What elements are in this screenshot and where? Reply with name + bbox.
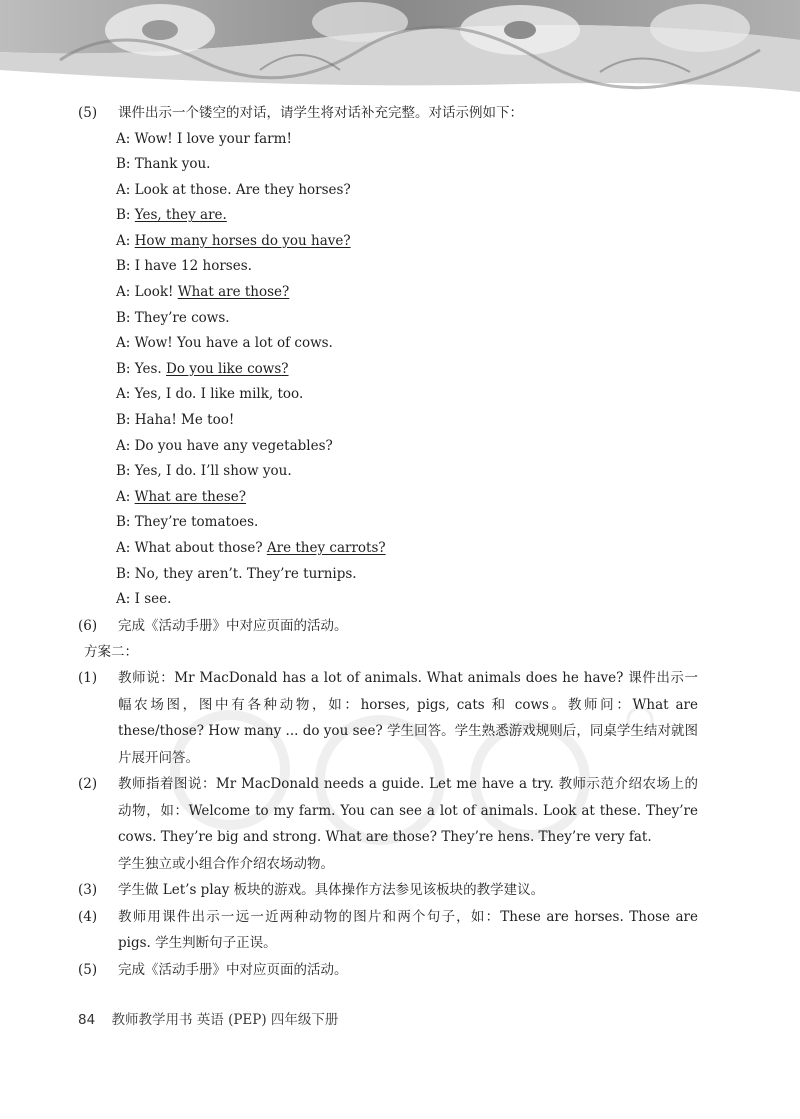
speaker-label: A: xyxy=(116,284,131,301)
step-extra-text: 学生独立或小组合作介绍农场动物。 xyxy=(118,855,334,872)
dialogue-text: Yes, I do. I’ll show you. xyxy=(134,463,292,480)
speaker-label: A: xyxy=(116,181,131,198)
step-number: (3) xyxy=(78,882,98,899)
page-number: 84 xyxy=(78,1012,96,1028)
filled-blank-answer: What are these? xyxy=(134,488,246,505)
plan-two-step xyxy=(78,904,698,957)
dialogue-line xyxy=(78,306,698,332)
speaker-label: B: xyxy=(116,258,131,275)
filled-blank-answer: Yes, they are. xyxy=(134,207,227,224)
speaker-label: A: xyxy=(116,437,131,454)
step-text: 学生做 Let’s play 板块的游戏。具体操作方法参见该板块的教学建议。 xyxy=(118,882,545,899)
book-title: 教师教学用书 英语 (PEP) 四年级下册 xyxy=(111,1012,339,1028)
speaker-label: B: xyxy=(116,360,131,377)
dialogue-text: Wow! You have a lot of cows. xyxy=(134,335,333,352)
speaker-label: B: xyxy=(116,156,131,173)
dialogue-line xyxy=(78,127,698,153)
dialogue-text: Thank you. xyxy=(134,156,211,173)
dialogue-line xyxy=(78,382,698,408)
speaker-label: B: xyxy=(116,207,131,224)
dialogue-text: Wow! I love your farm! xyxy=(134,130,292,147)
dialogue-text: Look! xyxy=(134,284,174,301)
step-6 xyxy=(78,613,698,640)
step-text: 完成《活动手册》中对应页面的活动。 xyxy=(118,961,348,978)
dialogue-line xyxy=(78,178,698,204)
speaker-label: B: xyxy=(116,412,131,429)
dialogue-text: What about those? xyxy=(134,540,263,556)
speaker-label: B: xyxy=(116,309,131,326)
speaker-label: A: xyxy=(116,232,131,249)
speaker-label: B: xyxy=(116,514,131,531)
step-number: (2) xyxy=(78,776,98,793)
dialogue-text: Look at those. Are they horses? xyxy=(134,181,351,198)
dialogue-text: Haha! Me too! xyxy=(134,412,235,429)
speaker-label: B: xyxy=(116,565,131,582)
page-content xyxy=(78,100,698,983)
plan-two-heading: 方案二： xyxy=(84,644,138,661)
decorative-floral-banner xyxy=(0,0,800,92)
step-intro: 课件出示一个镂空的对话，请学生将对话补充完整。对话示例如下： xyxy=(118,105,523,121)
step-number: (5) xyxy=(78,105,98,121)
dialogue-text: They’re cows. xyxy=(134,309,230,326)
plan-two-step xyxy=(78,877,698,904)
step-text: 教师用课件出示一远一近两种动物的图片和两个句子，如：These are horses. Those are pigs. 学生判断句子正误。 xyxy=(118,908,698,952)
filled-blank-answer: Do you like cows? xyxy=(166,360,289,377)
dialogue-text: Yes, I do. I like milk, too. xyxy=(134,386,304,403)
dialogue-text: I see. xyxy=(134,591,172,608)
dialogue-line xyxy=(78,280,698,306)
step-5-dialogue xyxy=(78,100,698,127)
dialogue-text: They’re tomatoes. xyxy=(134,514,259,531)
dialogue-text: Yes. xyxy=(134,360,162,377)
dialogue-line xyxy=(78,510,698,536)
dialogue-line xyxy=(78,408,698,434)
speaker-label: B: xyxy=(116,463,131,480)
plan-two-step xyxy=(78,665,698,771)
dialogue-line xyxy=(78,229,698,255)
step-number: (1) xyxy=(78,670,98,687)
filled-blank-answer: What are those? xyxy=(177,284,290,301)
dialogue-example xyxy=(78,127,698,613)
speaker-label: A: xyxy=(116,488,131,505)
dialogue-line xyxy=(78,434,698,460)
dialogue-line xyxy=(78,203,698,229)
dialogue-line xyxy=(78,485,698,511)
dialogue-text: I have 12 horses. xyxy=(134,258,252,275)
dialogue-line xyxy=(78,357,698,383)
step-number: (6) xyxy=(78,617,98,634)
step-text: 完成《活动手册》中对应页面的活动。 xyxy=(118,617,348,634)
step-number: (4) xyxy=(78,908,98,925)
dialogue-line xyxy=(78,459,698,485)
speaker-label: A: xyxy=(116,591,131,608)
filled-blank-answer: Are they carrots? xyxy=(266,540,386,556)
plan-two-steps xyxy=(78,665,698,983)
dialogue-line xyxy=(78,331,698,357)
plan-two-step xyxy=(78,957,698,984)
plan-two-step xyxy=(78,771,698,877)
dialogue-line xyxy=(78,562,698,588)
page-footer xyxy=(78,1008,338,1028)
dialogue-text: No, they aren’t. They’re turnips. xyxy=(134,565,357,582)
dialogue-line xyxy=(78,536,698,562)
speaker-label: A: xyxy=(116,540,131,556)
dialogue-text: Do you have any vegetables? xyxy=(134,437,333,454)
dialogue-line xyxy=(78,152,698,178)
dialogue-line xyxy=(78,254,698,280)
filled-blank-answer: How many horses do you have? xyxy=(134,232,351,249)
dialogue-line xyxy=(78,587,698,613)
step-text: 教师指着图说：Mr MacDonald needs a guide. Let me have a try. 教师示范介绍农场上的动物，如：Welcome to my farm. You can see a lot of animals. Look at these. They’re cows. They’re big and strong. What are those? They’re hens. They’re very fat. xyxy=(118,776,698,846)
step-text: 教师说：Mr MacDonald has a lot of animals. What animals does he have? 课件出示一幅农场图，图中有各种动物，如：horses, pigs, cats 和 cows。教师问：What are these/those? How many ... do you see? 学生回答。学生熟悉游戏规则后，同桌学生结对就图片展开问答。 xyxy=(118,670,698,766)
step-number: (5) xyxy=(78,961,98,978)
speaker-label: A: xyxy=(116,130,131,147)
speaker-label: A: xyxy=(116,386,131,403)
speaker-label: A: xyxy=(116,335,131,352)
